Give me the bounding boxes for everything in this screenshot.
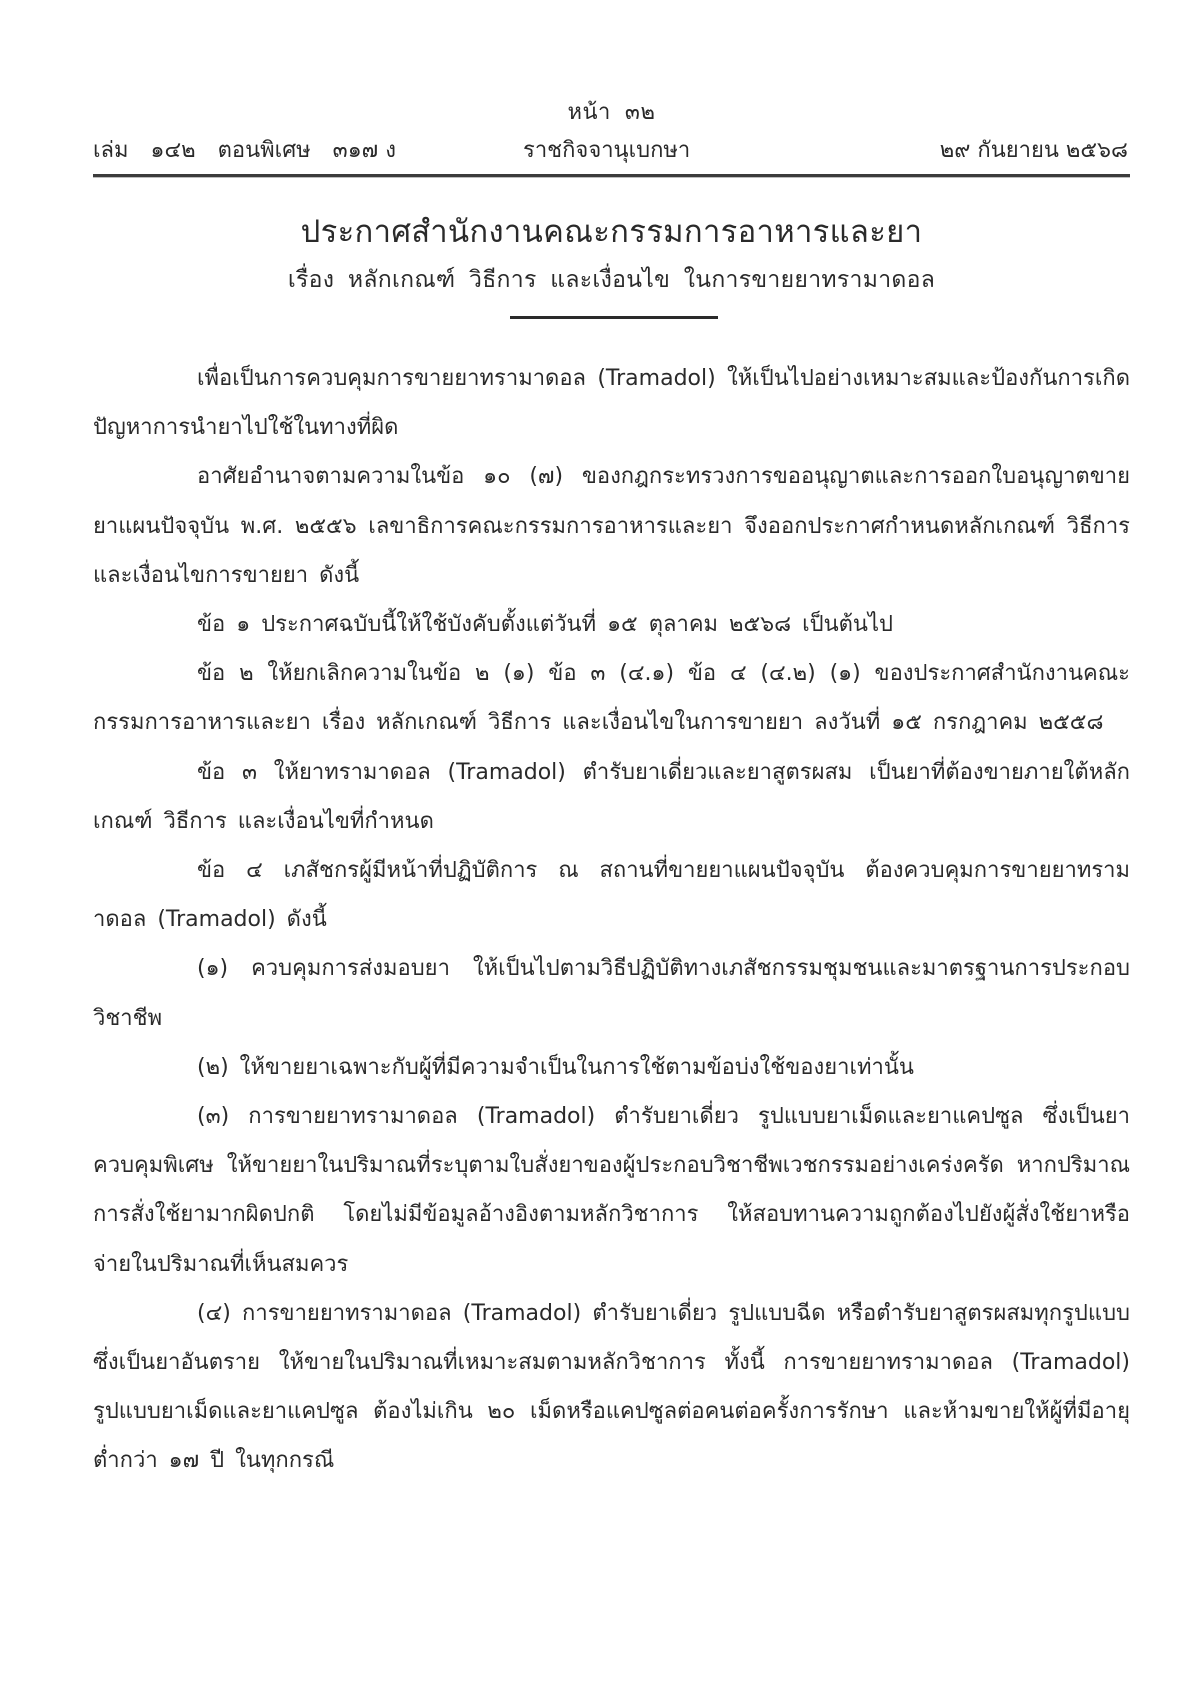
authority-paragraph: อาศัยอำนาจตามความในข้อ ๑๐ (๗) ของกฎกระทรวงการขออนุญาตและการออกใบอนุญาตขายยาแผนปัจจุบัน พ.ศ. ๒๕๕๖ เลขาธิการคณะกรรมการอาหารและยา จึงออกประกาศกำหนดหลักเกณฑ์ วิธีการ และเงื่อนไขการขายยา ดังนี้: [93, 464, 1130, 588]
publication-date: ๒๙ กันยายน ๒๕๖๘: [939, 138, 1128, 163]
page-number: [93, 94, 1130, 129]
document-body: [93, 354, 1130, 1486]
preamble-paragraph: เพื่อเป็นการควบคุมการขายยาทรามาดอล (Tramadol) ให้เป็นไปอย่างเหมาะสมและป้องกันการเกิดปัญหาการนำยาไปใช้ในทางที่ผิด: [93, 366, 1130, 441]
gazette-header: [93, 132, 1130, 166]
document-subtitle: เรื่อง หลักเกณฑ์ วิธีการ และเงื่อนไข ในการขายยาทรามาดอล: [287, 267, 936, 293]
clause-4-item-2: (๒) ให้ขายยาเฉพาะกับผู้ที่มีความจำเป็นในการใช้ตามข้อบ่งใช้ของยาเท่านั้น: [197, 1054, 914, 1080]
clause-4-item-3: (๓) การขายยาทรามาดอล (Tramadol) ตำรับยาเดี่ยว รูปแบบยาเม็ดและยาแคปซูล ซึ่งเป็นยาควบคุมพิเศษ ให้ขายยาในปริมาณที่ระบุตามใบสั่งยาของผู้ประกอบวิชาชีพเวชกรรมอย่างเคร่งครัด หากปริมาณการสั่งใช้ยามากผิดปกติ โดยไม่มีข้อมูลอ้างอิงตามหลักวิชาการ ให้สอบทานความถูกต้องไปยังผู้สั่งใช้ยาหรือจ่ายในปริมาณที่เห็นสมควร: [93, 1104, 1130, 1277]
page-number-value: ๓๒: [624, 100, 656, 125]
header-divider: [93, 174, 1130, 177]
document-title: ประกาศสำนักงานคณะกรรมการอาหารและยา: [300, 214, 923, 250]
clause-2: ข้อ ๒ ให้ยกเลิกความในข้อ ๒ (๑) ข้อ ๓ (๔.๑) ข้อ ๔ (๔.๒) (๑) ของประกาศสำนักงานคณะกรรมการอาหารและยา เรื่อง หลักเกณฑ์ วิธีการ และเงื่อนไขในการขายยา ลงวันที่ ๑๕ กรกฎาคม ๒๕๕๘: [93, 661, 1130, 736]
section-label: ตอนพิเศษ: [217, 138, 311, 163]
section-number: ๓๑๗ ง: [332, 138, 396, 163]
volume-label: เล่ม: [93, 138, 129, 163]
clause-4-item-4: (๔) การขายยาทรามาดอล (Tramadol) ตำรับยาเดี่ยว รูปแบบฉีด หรือตำรับยาสูตรผสมทุกรูปแบบ ซึ่งเป็นยาอันตราย ให้ขายในปริมาณที่เหมาะสมตามหลักวิชาการ ทั้งนี้ การขายยาทรามาดอล (Tramadol) รูปแบบยาเม็ดและยาแคปซูล ต้องไม่เกิน ๒๐ เม็ดหรือแคปซูลต่อคนต่อครั้งการรักษา และห้ามขายให้ผู้ที่มีอายุต่ำกว่า ๑๗ ปี ในทุกกรณี: [93, 1300, 1130, 1474]
clause-4-item-1: (๑) ควบคุมการส่งมอบยา ให้เป็นไปตามวิธีปฏิบัติทางเภสัชกรรมชุมชนและมาตรฐานการประกอบวิชาชีพ: [93, 956, 1130, 1031]
title-divider: [510, 316, 718, 319]
clause-4: ข้อ ๔ เภสัชกรผู้มีหน้าที่ปฏิบัติการ ณ สถานที่ขายยาแผนปัจจุบัน ต้องควบคุมการขายยาทรามาดอล (Tramadol) ดังนี้: [93, 858, 1130, 933]
publication-name: ราชกิจจานุเบกษา: [523, 138, 691, 163]
page-number-label: หน้า: [567, 100, 611, 125]
clause-3: ข้อ ๓ ให้ยาทรามาดอล (Tramadol) ตำรับยาเดี่ยวและยาสูตรผสม เป็นยาที่ต้องขายภายใต้หลักเกณฑ์ วิธีการ และเงื่อนไขที่กำหนด: [93, 759, 1130, 834]
volume-number: ๑๔๒: [150, 138, 196, 163]
clause-1: ข้อ ๑ ประกาศฉบับนี้ให้ใช้บังคับตั้งแต่วันที่ ๑๕ ตุลาคม ๒๕๖๘ เป็นต้นไป: [197, 612, 893, 638]
volume-section-info: [93, 132, 396, 167]
